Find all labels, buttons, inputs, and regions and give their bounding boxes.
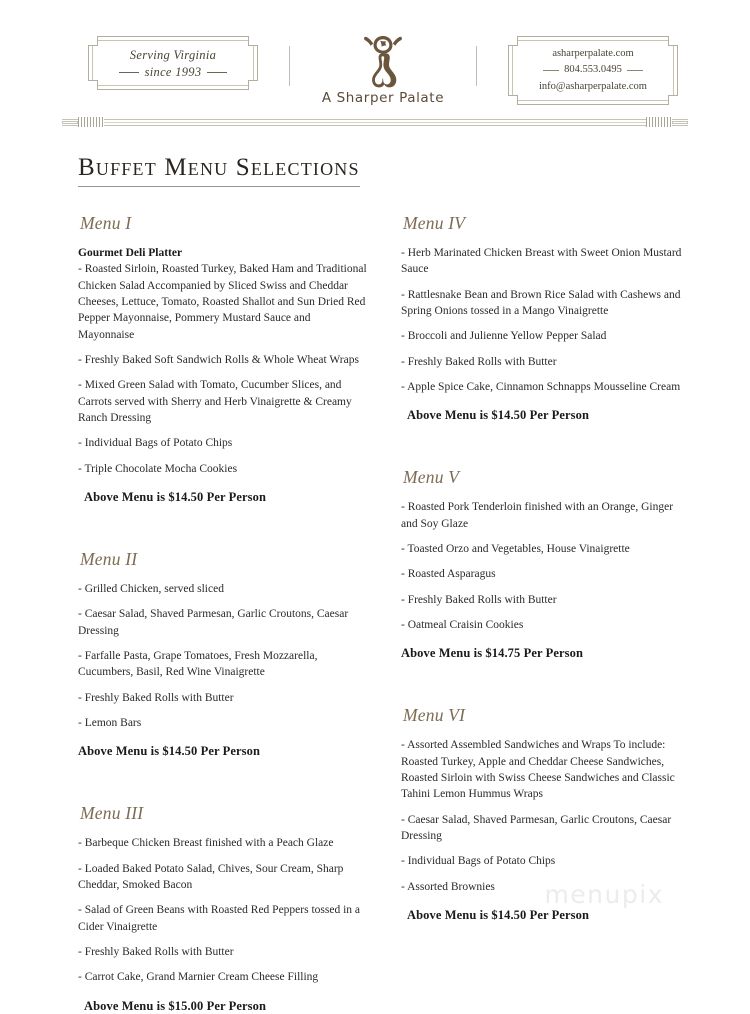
- tagline-line-2: since 1993: [144, 64, 202, 79]
- menu-item: - Freshly Baked Rolls with Butter: [78, 691, 234, 704]
- menu-block-5: [401, 467, 690, 661]
- divider-cap-right: [672, 121, 688, 124]
- menu-price: Above Menu is $14.75 Per Person: [401, 646, 584, 661]
- contact-email[interactable]: info@asharperpalate.com: [539, 80, 647, 92]
- menu-item: - Toasted Orzo and Vegetables, House Vinaigrette: [401, 542, 630, 555]
- menu-block-2: [78, 549, 367, 759]
- menu-price: Above Menu is $14.50 Per Person: [407, 408, 590, 423]
- header-divider-right: [476, 46, 477, 86]
- menu-item: - Triple Chocolate Mocha Cookies: [78, 462, 238, 475]
- menu-item-title: Gourmet Deli Platter: [78, 247, 183, 259]
- menupix-watermark: menupix: [544, 880, 664, 909]
- corner-notch-top-right: [668, 36, 678, 46]
- menu-item: - Freshly Baked Rolls with Butter: [401, 593, 557, 606]
- header-divider-left: [289, 46, 290, 86]
- corner-notch-bottom-right: [248, 80, 258, 90]
- menu-item: - Mixed Green Salad with Tomato, Cucumber Slices, and Carrots served with Sherry and Herb Vinaigrette & Creamy Ranch Dressing: [78, 379, 352, 424]
- divider-cap-left: [62, 121, 78, 124]
- divider-hatch-left: [78, 117, 104, 127]
- contact-website[interactable]: asharperpalate.com: [552, 48, 634, 59]
- menu-item: - Loaded Baked Potato Salad, Chives, Sour Cream, Sharp Cheddar, Smoked Bacon: [78, 862, 344, 891]
- menu-item: - Individual Bags of Potato Chips: [78, 437, 233, 450]
- corner-notch-top-left: [508, 36, 518, 46]
- menu-item: - Grilled Chicken, served sliced: [78, 582, 224, 595]
- menu-item: - Barbeque Chicken Breast finished with a Peach Glaze: [78, 837, 334, 850]
- menu-item: - Assorted Brownies: [401, 880, 495, 893]
- menu-heading: Menu II: [80, 548, 138, 569]
- menu-price: Above Menu is $14.50 Per Person: [407, 907, 590, 922]
- tagline-box: [88, 36, 258, 90]
- menu-item: - Roasted Asparagus: [401, 568, 496, 581]
- brand-name: A Sharper Palate: [321, 90, 445, 106]
- page-header: [0, 0, 750, 110]
- menu-heading: Menu III: [80, 803, 144, 824]
- menu-item: - Freshly Baked Rolls with Butter: [78, 945, 234, 958]
- menu-item: - Broccoli and Julienne Yellow Pepper Salad: [401, 330, 607, 343]
- menu-heading: Menu I: [80, 213, 132, 233]
- menu-price: Above Menu is $14.50 Per Person: [78, 744, 261, 759]
- divider-hatch-right: [646, 117, 672, 127]
- menu-heading: Menu VI: [403, 705, 466, 726]
- menu-block-3: [78, 803, 367, 1013]
- brand-logo: [322, 30, 444, 106]
- corner-notch-top-left: [88, 36, 98, 46]
- contact-box: [508, 36, 678, 105]
- menu-item: - Caesar Salad, Shaved Parmesan, Garlic Croutons, Caesar Dressing: [401, 813, 672, 842]
- corner-notch-bottom-right: [668, 95, 678, 105]
- menu-price: Above Menu is $15.00 Per Person: [84, 998, 267, 1013]
- corner-notch-top-right: [248, 36, 258, 46]
- menu-column-left: [78, 213, 367, 1014]
- decorative-divider: [62, 116, 688, 130]
- menu-item: - Lemon Bars: [78, 716, 142, 729]
- menu-item: - Salad of Green Beans with Roasted Red Peppers tossed in a Cider Vinaigrette: [78, 904, 361, 933]
- menu-block-1: [78, 213, 367, 505]
- menu-item: - Herb Marinated Chicken Breast with Sweet Onion Mustard Sauce: [401, 247, 682, 276]
- menu-item: - Roasted Pork Tenderloin finished with an Orange, Ginger and Soy Glaze: [401, 501, 674, 530]
- divider-line: [62, 119, 688, 120]
- menu-item: - Roasted Sirloin, Roasted Turkey, Baked Ham and Traditional Chicken Salad Accompanied by Sliced Swiss and Cheddar Cheeses, Lettuce, Tomato, Roasted Shallot and Sun Dried Red Pepper Mayonnaise, Pommery Mustard Sauce and Mayonnaise: [78, 263, 367, 341]
- chef-figure-icon: [360, 30, 406, 88]
- divider-line: [62, 122, 688, 123]
- menu-item: - Freshly Baked Soft Sandwich Rolls & Whole Wheat Wraps: [78, 353, 359, 366]
- corner-notch-bottom-left: [88, 80, 98, 90]
- corner-notch-bottom-left: [508, 95, 518, 105]
- menu-item: - Farfalle Pasta, Grape Tomatoes, Fresh Mozzarella, Cucumbers, Basil, Red Wine Vinaigrette: [78, 649, 318, 679]
- menu-price: Above Menu is $14.50 Per Person: [84, 489, 267, 504]
- menu-item: - Rattlesnake Bean and Brown Rice Salad with Cashews and Spring Onions tossed in a Mango Vinaigrette: [401, 288, 681, 317]
- page-title: Buffet Menu Selections: [78, 154, 360, 187]
- menu-item: - Freshly Baked Rolls with Butter: [401, 355, 557, 368]
- menu-item: - Individual Bags of Potato Chips: [401, 855, 556, 868]
- menu-item: - Apple Spice Cake, Cinnamon Schnapps Mousseline Cream: [401, 380, 681, 393]
- menu-heading: Menu IV: [403, 213, 466, 233]
- menu-item: - Assorted Assembled Sandwiches and Wraps To include: Roasted Turkey, Apple and Cheddar Cheese Sandwiches, Roasted Sirloin with Swiss Cheese Sandwiches and Classic Tahini Lemon Hummus Wraps: [401, 739, 675, 801]
- menu-item: - Caesar Salad, Shaved Parmesan, Garlic Croutons, Caesar Dressing: [78, 608, 349, 637]
- tagline-line-1: Serving Virginia: [129, 48, 217, 62]
- divider-line: [62, 125, 688, 126]
- menu-item: - Carrot Cake, Grand Marnier Cream Cheese Filling: [78, 971, 319, 984]
- menu-heading: Menu V: [403, 467, 460, 488]
- contact-phone[interactable]: 804.553.0495: [564, 64, 622, 76]
- menu-item: - Oatmeal Craisin Cookies: [401, 618, 524, 631]
- menu-block-4: [401, 213, 690, 423]
